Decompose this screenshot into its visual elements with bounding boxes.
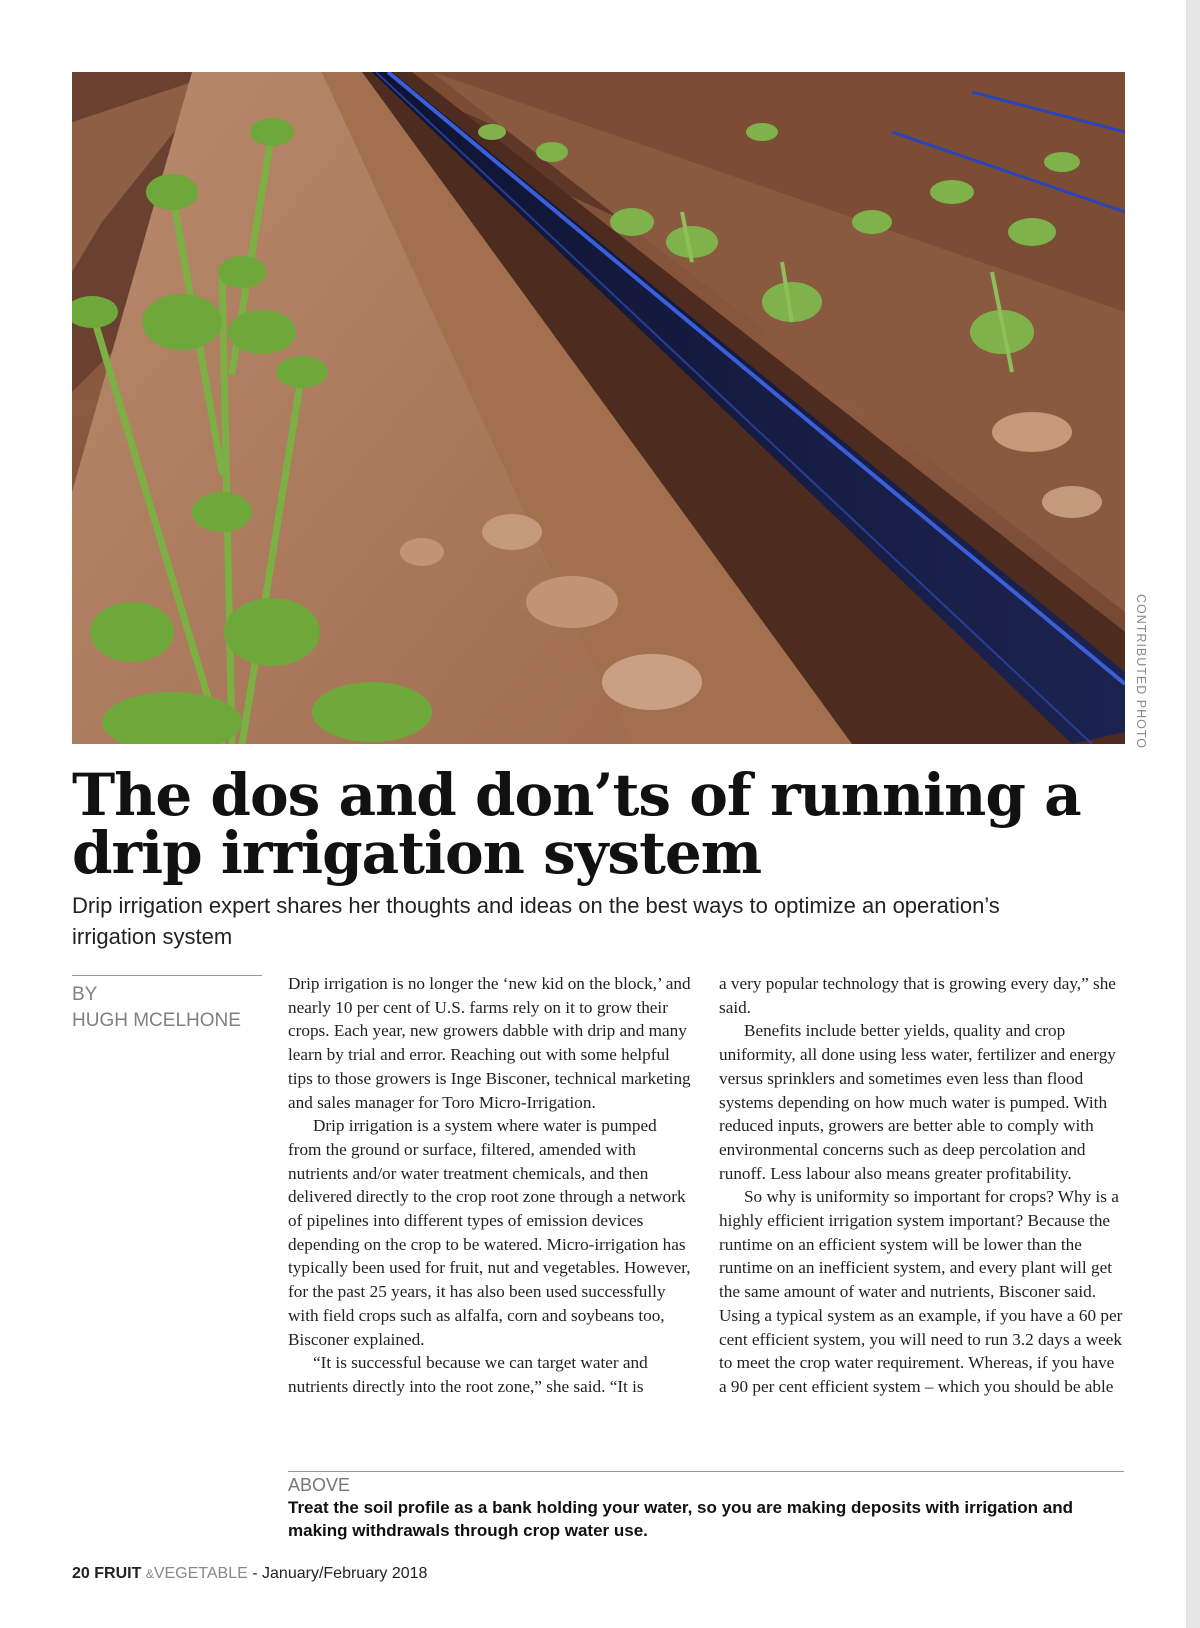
body-column-1 xyxy=(288,972,692,1399)
body-paragraph: Drip irrigation is no longer the ‘new kid on the block,’ and nearly 10 per cent of U.S. farms rely on it to grow their crops. Each year, new growers dabble with drip and many learn by trial and error. Reaching out with some helpful tips to those growers is Inge Bisconer, technical marketing and sales manager for Toro Micro-Irrigation. xyxy=(288,974,691,1112)
body-paragraph: a very popular technology that is growing every day,” she said. xyxy=(719,974,1116,1017)
byline-label: BY xyxy=(72,984,98,1005)
page-number: 20 xyxy=(72,1565,90,1582)
article-deck: Drip irrigation expert shares her thoughts and ideas on the best ways to optimize an operation’s irrigation system xyxy=(72,893,1000,949)
byline-divider xyxy=(72,975,262,976)
magazine-name-vegetable: VEGETABLE xyxy=(153,1565,248,1582)
page-edge xyxy=(1186,0,1200,1628)
magazine-name-fruit: FRUIT xyxy=(94,1565,142,1582)
body-paragraph: “It is successful because we can target water and nutrients directly into the root zone,” she said. “It is xyxy=(288,1353,648,1396)
page-footer xyxy=(72,1565,427,1583)
drip-irrigation-field-image xyxy=(72,72,1125,744)
byline-author: HUGH MCELHONE xyxy=(72,1010,241,1031)
magazine-name-ampersand: & xyxy=(145,1567,154,1581)
article-headline: The dos and don’ts of running a drip irrigation system xyxy=(72,761,1081,887)
body-column-2 xyxy=(719,972,1123,1399)
caption-divider xyxy=(288,1471,1124,1472)
byline xyxy=(72,982,272,1034)
photo-caption: Treat the soil profile as a bank holding your water, so you are making deposits with irrigation and making withdrawals through crop water use. xyxy=(288,1498,1073,1540)
body-paragraph: Drip irrigation is a system where water is pumped from the ground or surface, filtered, amended with nutrients and/or water treatment chemicals, and then delivered directly to the crop root zone through a network of pipelines into different types of emission devices depending on the crop to be watered. Micro-irrigation has typically been used for fruit, nut and vegetables. However, for the past 25 years, it has also been used successfully with field crops such as alfalfa, corn and soybeans too, Bisconer explained. xyxy=(288,1116,691,1349)
caption-label: ABOVE xyxy=(288,1475,351,1495)
body-paragraph: Benefits include better yields, quality and crop uniformity, all done using less water, fertilizer and energy versus sprinklers and sometimes even less than flood systems depending on how much water is pumped. With reduced inputs, growers are better able to comply with environmental concerns such as deep percolation and runoff. Less labour also means greater profitability. xyxy=(719,1021,1116,1183)
photo-credit: CONTRIBUTED PHOTO xyxy=(1134,594,1148,749)
article-photo xyxy=(72,72,1125,744)
body-paragraph: So why is uniformity so important for crops? Why is a highly efficient irrigation system important? Because the runtime on an efficient system will be lower than the runtime on an inefficient system, and every plant will get the same amount of water and nutrients, Bisconer said. Using a typical system as an example, if you have a 60 per cent efficient system, you will need to run 3.2 days a week to meet the crop water requirement. Whereas, if you have a 90 per cent efficient system – which you should be able xyxy=(719,1187,1123,1396)
issue-date: - January/February 2018 xyxy=(252,1565,428,1582)
